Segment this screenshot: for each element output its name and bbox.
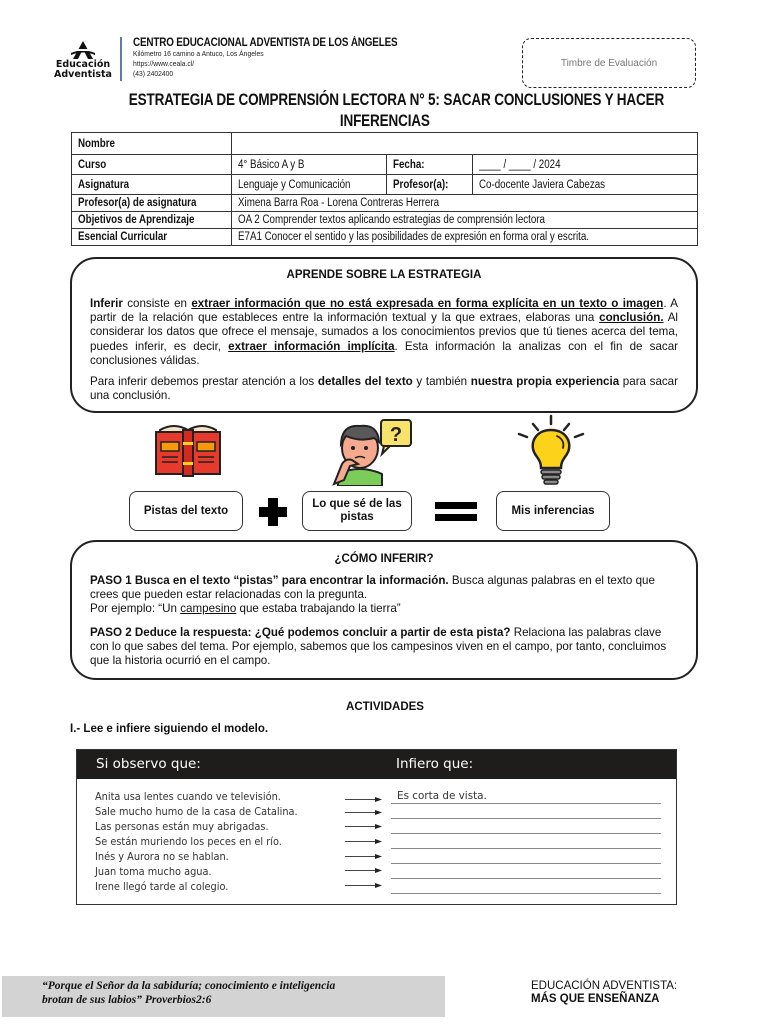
prof-asignatura-value: Ximena Barra Roa - Lorena Contreras Herrera — [232, 195, 698, 212]
slogan-line-2: MÁS QUE ENSEÑANZA — [531, 993, 660, 1005]
logo-text-1: Educación — [55, 59, 111, 70]
thinking-child-icon — [330, 418, 414, 486]
curso-value: 4° Básico A y B — [232, 155, 387, 175]
inference-answer-field[interactable] — [391, 805, 661, 819]
inference-answer-field[interactable]: Es corta de vista. — [391, 790, 661, 804]
student-info-table — [71, 132, 698, 246]
quote-line-1: “Porque el Señor da la sabiduría; conocimiento e inteligencia — [42, 980, 336, 992]
adventist-logo-icon — [68, 40, 98, 60]
how-to-infer-box — [70, 540, 698, 680]
inference-answer-field[interactable] — [391, 835, 661, 849]
arrow-right-icon — [345, 837, 385, 846]
strategy-box — [70, 257, 698, 413]
esencial-value: E7A1 Conocer el sentido y las posibilidades de expresión en forma oral y escrita. — [232, 229, 698, 246]
inference-answer-field[interactable] — [391, 850, 661, 864]
inference-table — [76, 749, 677, 905]
pistas-del-texto-box: Pistas del texto — [129, 491, 243, 531]
activities-title: ACTIVIDADES — [346, 701, 424, 713]
strategy-paragraph-1: Inferir consiste en extraer información que no está expresada en forma explícita en un texto o imagen. A partir de la relación que estableces entre la información textual y la que extraes, elaboras una conclusión. Al considerar los datos que ofrece el mensaje, sumados a los conocimientos previos que tú tienes acerca del tema, puedes inferir, es decir, extraer información implícita. Esta información la analizas con el fin de sacar conclusiones válidas. — [90, 297, 679, 367]
arrow-right-icon — [345, 822, 385, 831]
observation-row: Inés y Aurora no se hablan. — [95, 851, 229, 863]
lo-que-se-box: Lo que sé de las pistas — [302, 491, 412, 531]
paso-1: PASO 1 Busca en el texto “pistas” para encontrar la información. Busca algunas palabras en el texto que crees que pueden estar relacionadas con la pregunta. Por ejemplo: “Un campesino que estaba trabajando la tierra” — [90, 574, 655, 616]
profesor-value: Co-docente Javiera Cabezas — [473, 175, 698, 195]
school-info — [133, 37, 440, 79]
arrow-right-icon — [345, 852, 385, 861]
curso-label: Curso — [72, 155, 232, 175]
logo-text-2: Adventista — [54, 69, 112, 80]
equals-icon-bar — [435, 514, 477, 521]
asignatura-label: Asignatura — [72, 175, 232, 195]
title-line-1: ESTRATEGIA DE COMPRENSIÓN LECTORA N° 5: SACAR CONCLUSIONES Y HACER — [128, 91, 665, 109]
nombre-field[interactable] — [232, 133, 698, 155]
observation-row: Juan toma mucho agua. — [95, 866, 212, 878]
fecha-label: Fecha: — [387, 155, 473, 175]
observation-row: Irene llegó tarde al colegio. — [95, 881, 229, 893]
slogan-line-1: EDUCACIÓN ADVENTISTA: — [531, 980, 678, 992]
school-logo — [50, 40, 116, 82]
title-line-2: INFERENCIAS — [340, 112, 430, 130]
profesor-label: Profesor(a): — [387, 175, 473, 195]
col-header-observo: Si observo que: — [96, 756, 201, 772]
quote-line-2: brotan de sus labios” Proverbios2:6 — [42, 993, 212, 1006]
plus-icon-bar — [259, 507, 287, 517]
strategy-paragraph-2: Para inferir debemos prestar atención a los detalles del texto y también nuestra propia experiencia para sacar una conclusión. — [90, 375, 678, 403]
book-icon — [152, 420, 224, 478]
page-title — [70, 90, 700, 132]
lightbulb-icon — [513, 414, 589, 486]
svg-text:?: ? — [389, 424, 403, 446]
strategy-heading: APRENDE SOBRE LA ESTRATEGIA — [286, 269, 482, 281]
evaluation-stamp-box — [522, 38, 696, 88]
inference-answer-field[interactable] — [391, 820, 661, 834]
objetivos-label: Objetivos de Aprendizaje — [72, 212, 232, 229]
paso-2: PASO 2 Deduce la respuesta: ¿Qué podemos concluir a partir de esta pista? Relaciona las palabras clave con lo que sabes del tema. Por ejemplo, sabemos que los campesinos viven en el campo, por tanto, concluimos que la historia ocurrió en el campo. — [90, 626, 667, 668]
footer-slogan — [531, 980, 677, 1006]
header-divider — [120, 37, 122, 81]
inference-table-header — [77, 750, 676, 779]
prof-asignatura-label: Profesor(a) de asignatura — [72, 195, 232, 212]
school-phone: (43) 2402400 — [133, 69, 174, 78]
asignatura-value: Lenguaje y Comunicación — [232, 175, 387, 195]
school-address: Kilómetro 16 camino a Antuco, Los Ángeles — [133, 49, 264, 58]
stamp-label: Timbre de Evaluación — [560, 57, 658, 69]
activities-instruction: I.- Lee e infiere siguiendo el modelo. — [70, 723, 269, 735]
arrow-right-icon — [345, 795, 385, 804]
inference-answer-field[interactable] — [391, 880, 661, 894]
arrow-right-icon — [345, 808, 385, 817]
observation-row: Las personas están muy abrigadas. — [95, 821, 269, 833]
esencial-label: Esencial Curricular — [72, 229, 232, 246]
school-name: CENTRO EDUCACIONAL ADVENTISTA DE LOS ÁNGELES — [133, 37, 398, 49]
fecha-field[interactable]: ____ / ____ / 2024 — [473, 155, 698, 175]
nombre-label: Nombre — [72, 133, 232, 155]
observation-row: Se están muriendo los peces en el río. — [95, 836, 282, 848]
col-header-infiero: Infiero que: — [396, 756, 474, 772]
observation-row: Sale mucho humo de la casa de Catalina. — [95, 806, 298, 818]
arrow-right-icon — [345, 881, 385, 890]
inference-answer-field[interactable] — [391, 865, 661, 879]
school-website[interactable]: https://www.ceala.cl/ — [133, 59, 195, 68]
mis-inferencias-box: Mis inferencias — [496, 491, 610, 531]
arrow-right-icon — [345, 866, 385, 875]
objetivos-value: OA 2 Comprender textos aplicando estrategias de comprensión lectora — [232, 212, 698, 229]
observation-row: Anita usa lentes cuando ve televisión. — [95, 791, 281, 803]
equals-icon — [435, 502, 477, 509]
bible-quote — [2, 976, 445, 1017]
how-to-heading: ¿CÓMO INFERIR? — [334, 553, 434, 565]
